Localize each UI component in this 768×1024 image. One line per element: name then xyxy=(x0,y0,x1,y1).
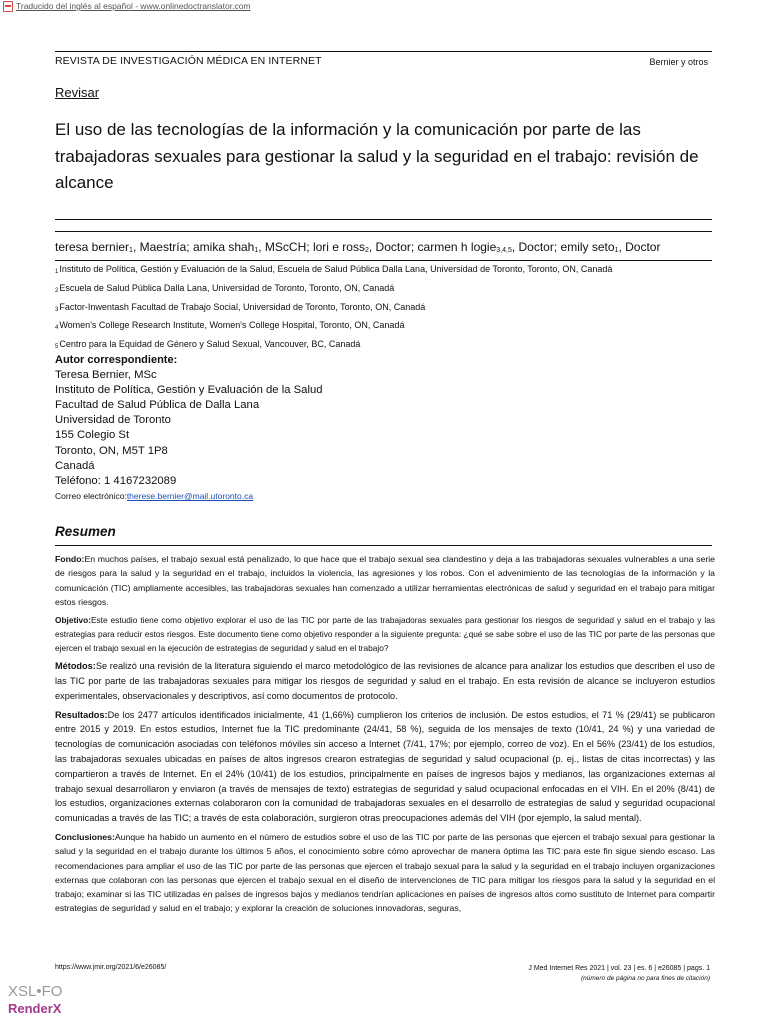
affiliation-number: 1 xyxy=(55,269,59,275)
affiliation-text: Women's College Research Institute, Women's College Hospital, Toronto, ON, Canadá xyxy=(59,320,405,331)
affiliation-text: Escuela de Salud Pública Dalla Lana, Universidad de Toronto, Toronto, ON, Canadá xyxy=(59,282,395,293)
author-affiliation-ref: 1 xyxy=(129,247,133,254)
affiliation-item xyxy=(55,262,612,281)
author-degree: , Doctor; xyxy=(368,240,418,254)
corresponding-line: Canadá xyxy=(55,459,95,472)
translation-banner-text[interactable]: Traducido del inglés al español - www.onlinedoctranslator.com xyxy=(16,1,251,11)
affiliation-text: Factor-Inwentash Facultad de Trabajo Social, Universidad de Toronto, Toronto, ON, Canadá xyxy=(59,301,426,312)
affiliation-text: Centro para la Equidad de Género y Salud Sexual, Vancouver, BC, Canadá xyxy=(59,339,361,350)
abstract-section-text: De los 2477 artículos identificados inicialmente, 41 (1,66%) cumplieron los criterios de inclusión. De estos estudios, el 71 % (29/41) se publicaron entre 2015 y 2019. En estos estudios, Internet fue la TIC predominante (24/41, 58 %), seguida de los mensajes de texto (10/41, 24 %) y una variedad de tecnologías de comunicación asociadas con teléfonos móviles sin acceso a Internet (7/41, 17%; por ejemplo, correo de voz). En el 56% (23/41) de los estudios, las trabajadoras sexuales ubicadas en países de altos ingresos crearon estrategias de seguridad y salud ocupacional (p. ej., listas de citas incorrectas) y las compartieron a través de Internet. En el 24% (10/41) de los estudios, principalmente en países de ingresos bajos y medianos, las organizaciones externas al trabajo sexual desarrollaron y enviaron (a través de mensajes de texto) estrategias de seguridad y salud ocupacional enfocadas en el VIH. En el 20% (8/41) de los estudios, organizaciones externas colaboraron con la comunidad de trabajadoras sexuales en el desarrollo de estrategias de salud y seguridad ocupacional comunicadas a través de las TIC; a través de esta colaboración, surgieron otras preocupaciones además del VIH (por ejemplo, la salud mental). xyxy=(55,709,715,824)
abstract-section-text: En muchos países, el trabajo sexual está penalizado, lo que hace que el trabajo sexual sea clandestino y deja a las trabajadoras sexuales vulnerables a una serie de riesgos para la salud y la seguridad en el trabajo, incluidos la violencia, las agresiones y los robos. Con el advenimiento de las tecnologías de la información y la comunicación (TIC) ampliamente accesibles, las trabajadoras sexuales han comenzado a utilizar herramientas electrónicas de salud y seguridad en el trabajo para mitigar estos riesgos. xyxy=(55,554,715,607)
citation-note: (número de página no para fines de citación) xyxy=(581,975,710,982)
corresponding-line: 155 Colegio St xyxy=(55,429,130,442)
article-type: Revisar xyxy=(55,85,100,100)
corresponding-line: Toronto, ON, M5T 1P8 xyxy=(55,444,168,457)
corresponding-line: Teléfono: 1 4167232089 xyxy=(55,474,177,487)
corresponding-author xyxy=(55,353,323,504)
author-degree: , MScCH; xyxy=(258,240,313,254)
footer-url[interactable]: https://www.jmir.org/2021/6/e26085/ xyxy=(55,964,167,971)
corresponding-line: Universidad de Toronto xyxy=(55,414,171,427)
abstract-body xyxy=(55,552,715,920)
affiliation-number: 4 xyxy=(55,325,59,332)
author-affiliation-ref: 1 xyxy=(614,247,619,254)
author-degree: , Doctor; xyxy=(511,240,561,254)
abstract-section-label: Resultados: xyxy=(55,709,108,720)
abstract-section-label: Fondo: xyxy=(55,554,85,564)
author-name: carmen h logie xyxy=(417,240,497,254)
abstract-section xyxy=(55,552,715,609)
affiliation-text: Instituto de Política, Gestión y Evaluación de la Salud, Escuela de Salud Pública Dalla Lana, Universidad de Toronto, Toronto, ON, Canadá xyxy=(59,264,613,274)
abstract-section-text: Se realizó una revisión de la literatura siguiendo el marco metodológico de las revisiones de alcance para analizar los estudios que describen el uso de las TIC por parte de las trabajadoras sexuales para mitigar los riesgos de seguridad y salud en el trabajo. En esta revisión de alcance se incluyeron estudios experimentales, observacionales y descriptivos, así como documentos de protocolo. xyxy=(55,661,715,701)
abstract-section-label: Objetivo: xyxy=(55,615,91,626)
author-affiliation-ref: 1 xyxy=(254,247,259,254)
abstract-section-text: Este estudio tiene como objetivo explorar el uso de las TIC por parte de las trabajadoras sexuales para gestionar los riesgos de seguridad y salud en el trabajo y las estrategias para reducir estos riesgos. Este documento tiene como objetivo responder a la siguiente pregunta: ¿qué se sabe sobre el uso de las TIC por parte de las personas que ejercen el trabajo sexual en la ejecución de estrategias de seguridad y salud en el trabajo? xyxy=(55,615,715,654)
pdf-icon xyxy=(3,1,13,12)
watermark-line1: XSL•FO xyxy=(8,983,63,1000)
abstract-section xyxy=(55,613,715,655)
author-degree: , Doctor xyxy=(618,240,661,254)
footer-citation xyxy=(528,964,710,984)
affiliation-number: 3 xyxy=(55,306,59,313)
abstract-section xyxy=(55,830,715,916)
watermark-line2: RenderX xyxy=(8,1001,62,1016)
translation-banner[interactable] xyxy=(0,0,251,12)
author-affiliation-ref: 2 xyxy=(364,247,369,254)
author-name: teresa bernier xyxy=(55,240,130,254)
article-title: El uso de las tecnologías de la información y la comunicación por parte de las trabajadoras sexuales para gestionar la salud y la seguridad en el trabajo: revisión de alcance xyxy=(55,120,699,192)
corresponding-heading: Autor correspondiente: xyxy=(55,354,178,366)
author-name: emily seto xyxy=(560,240,615,254)
abstract-section-label: Métodos: xyxy=(55,661,96,672)
corresponding-line: Instituto de Política, Gestión y Evaluación de la Salud xyxy=(55,384,323,397)
affiliation-number: 5 xyxy=(55,344,59,351)
affiliation-item xyxy=(55,300,612,319)
abstract-section-text: Aunque ha habido un aumento en el número de estudios sobre el uso de las TIC por parte de las personas que ejercen el trabajo sexual para gestionar la salud y la seguridad en el trabajo durante los últimos 5 años, el conocimiento sobre cómo aprovechar de manera óptima las TIC para este fin sigue siendo escaso. Las recomendaciones para ampliar el uso de las TIC por parte de las personas que ejercen el trabajo sexual para la salud y la seguridad en el trabajo incluyen organizaciones externas que colaboran con las personas que ejercen el trabajo sexual en el diseño de intervenciones de TIC para mitigar los riesgos para la salud y la seguridad en el trabajo; examinar si las TIC utilizadas en países de ingresos bajos y medianos tendrían aplicaciones en países de ingresos altos como sustituto de Internet para compartir estrategias de seguridad y salud en el trabajo; y explorar la creación de soluciones innovadoras, seguras, xyxy=(55,831,715,914)
affiliation-number: 2 xyxy=(55,287,59,294)
citation-text: J Med Internet Res 2021 | vol. 23 | es. 6 | e26085 | pags. 1 xyxy=(528,965,710,972)
abstract-section xyxy=(55,659,715,703)
renderx-watermark xyxy=(8,983,62,1017)
author-degree: , Maestría; xyxy=(132,240,193,254)
corresponding-line: Teresa Bernier, MSc xyxy=(55,369,157,382)
journal-name: REVISTA DE INVESTIGACIÓN MÉDICA EN INTERNET xyxy=(55,55,322,67)
author-name: amika shah xyxy=(192,240,255,254)
abstract-section-label: Conclusiones: xyxy=(55,831,115,842)
abstract-rule xyxy=(55,545,712,546)
header-rule xyxy=(55,51,712,52)
affiliation-item xyxy=(55,318,612,337)
email-link[interactable]: therese.bernier@mail.utoronto.ca xyxy=(126,490,254,501)
email-line xyxy=(55,489,323,504)
affiliations xyxy=(55,262,612,356)
title-rule-bottom xyxy=(55,231,712,232)
author-list xyxy=(55,240,660,254)
author-affiliation-ref: 3,4,5 xyxy=(496,247,512,254)
affiliation-item xyxy=(55,281,612,300)
corresponding-line: Facultad de Salud Pública de Dalla Lana xyxy=(55,399,260,412)
author-rule xyxy=(55,260,712,261)
abstract-section xyxy=(55,708,715,826)
running-authors: Bernier y otros xyxy=(649,57,708,67)
email-label: Correo electrónico: xyxy=(55,490,127,501)
title-rule-top xyxy=(55,219,712,220)
abstract-heading: Resumen xyxy=(55,524,116,539)
author-name: lori e ross xyxy=(312,240,365,254)
